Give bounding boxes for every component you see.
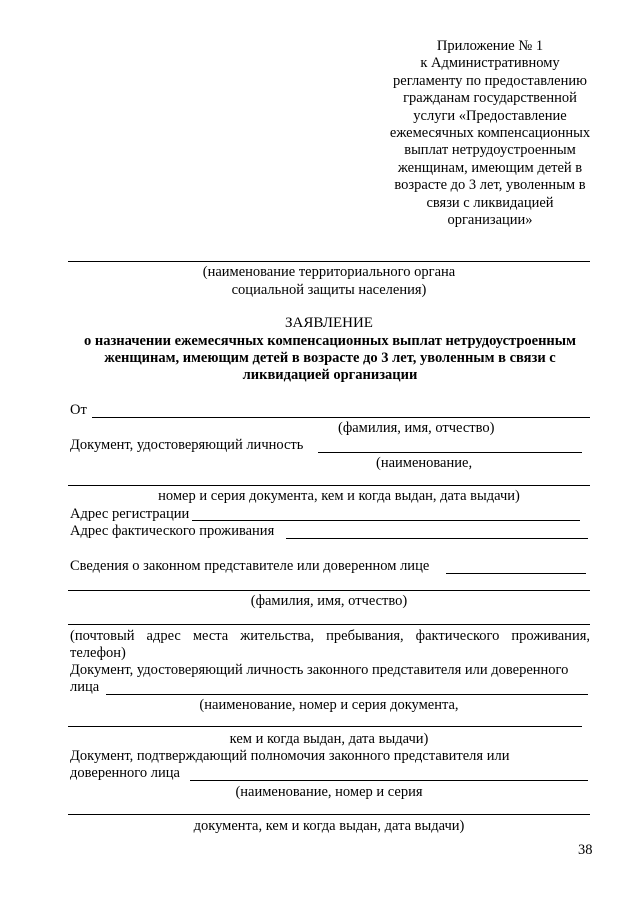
id-document-label: Документ, удостоверяющий личность	[70, 437, 304, 453]
document-subtitle: женщинам, имеющим детей в возрасте до 3 лет, уволенным в связи с	[104, 350, 556, 366]
appendix-line: организации»	[447, 212, 533, 229]
appendix-block	[370, 38, 610, 229]
appendix-line: возрасте до 3 лет, уволенным в	[394, 177, 586, 194]
appendix-line: к Административному	[420, 55, 560, 72]
id-document-caption: (наименование,	[376, 455, 473, 471]
document-title: ЗАЯВЛЕНИЕ	[285, 315, 373, 331]
representative-info-label: Сведения о законном представителе или доверенном лице	[70, 558, 430, 574]
appendix-line: регламенту по предоставлению	[393, 72, 587, 89]
authority-name-field[interactable]	[68, 261, 590, 262]
id-document-field-2[interactable]	[68, 485, 590, 486]
power-document-label: Документ, подтверждающий полномочия законного представителя или	[70, 748, 510, 764]
representative-fio-field[interactable]	[68, 590, 590, 591]
postal-address-caption: (почтовый адрес места жительства, пребывания, фактического проживания,	[70, 628, 590, 644]
registration-address-label: Адрес регистрации	[70, 506, 190, 522]
power-document-field-2[interactable]	[68, 814, 590, 815]
power-document-caption: документа, кем и когда выдан, дата выдачи)	[193, 818, 465, 834]
representative-id-caption: кем и когда выдан, дата выдачи)	[229, 731, 429, 747]
actual-address-field[interactable]	[286, 538, 588, 539]
power-document-field[interactable]	[190, 780, 588, 781]
fio-caption: (фамилия, имя, отчество)	[338, 420, 495, 436]
document-subtitle: ликвидацией организации	[242, 367, 418, 383]
appendix-line: услуги «Предоставление	[413, 107, 567, 124]
representative-id-field[interactable]	[106, 694, 588, 695]
representative-id-label: Документ, удостоверяющий личность законного представителя или доверенного	[70, 662, 569, 678]
actual-address-label: Адрес фактического проживания	[70, 523, 275, 539]
postal-address-caption: телефон)	[70, 645, 126, 661]
id-document-field[interactable]	[318, 452, 582, 453]
representative-id-caption: (наименование, номер и серия документа,	[199, 697, 459, 713]
representative-id-field-2[interactable]	[68, 726, 582, 727]
appendix-line: гражданам государственной	[403, 90, 577, 107]
appendix-line: ежемесячных компенсационных	[389, 125, 591, 142]
document-subtitle: о назначении ежемесячных компенсационных выплат нетрудоустроенным	[83, 333, 576, 349]
appendix-line: женщинам, имеющим детей в	[397, 159, 583, 176]
appendix-line: связи с ликвидацией	[426, 194, 554, 211]
authority-caption: (наименование территориального органа	[202, 264, 456, 280]
representative-info-field[interactable]	[446, 573, 586, 574]
representative-fio-caption: (фамилия, имя, отчество)	[250, 593, 408, 609]
authority-caption: социальной защиты населения)	[231, 282, 427, 298]
appendix-line: Приложение № 1	[436, 38, 544, 54]
page-number: 38	[578, 842, 593, 858]
from-label: От	[70, 402, 87, 418]
id-document-caption: номер и серия документа, кем и когда выдан, дата выдачи)	[158, 488, 520, 504]
postal-address-field[interactable]	[68, 624, 590, 625]
power-document-caption: (наименование, номер и серия	[235, 784, 423, 800]
registration-address-field[interactable]	[192, 520, 580, 521]
from-field[interactable]	[92, 417, 590, 418]
representative-id-label: лица	[70, 679, 100, 695]
power-document-label: доверенного лица	[70, 765, 180, 781]
appendix-line: выплат нетрудоустроенным	[404, 142, 576, 159]
